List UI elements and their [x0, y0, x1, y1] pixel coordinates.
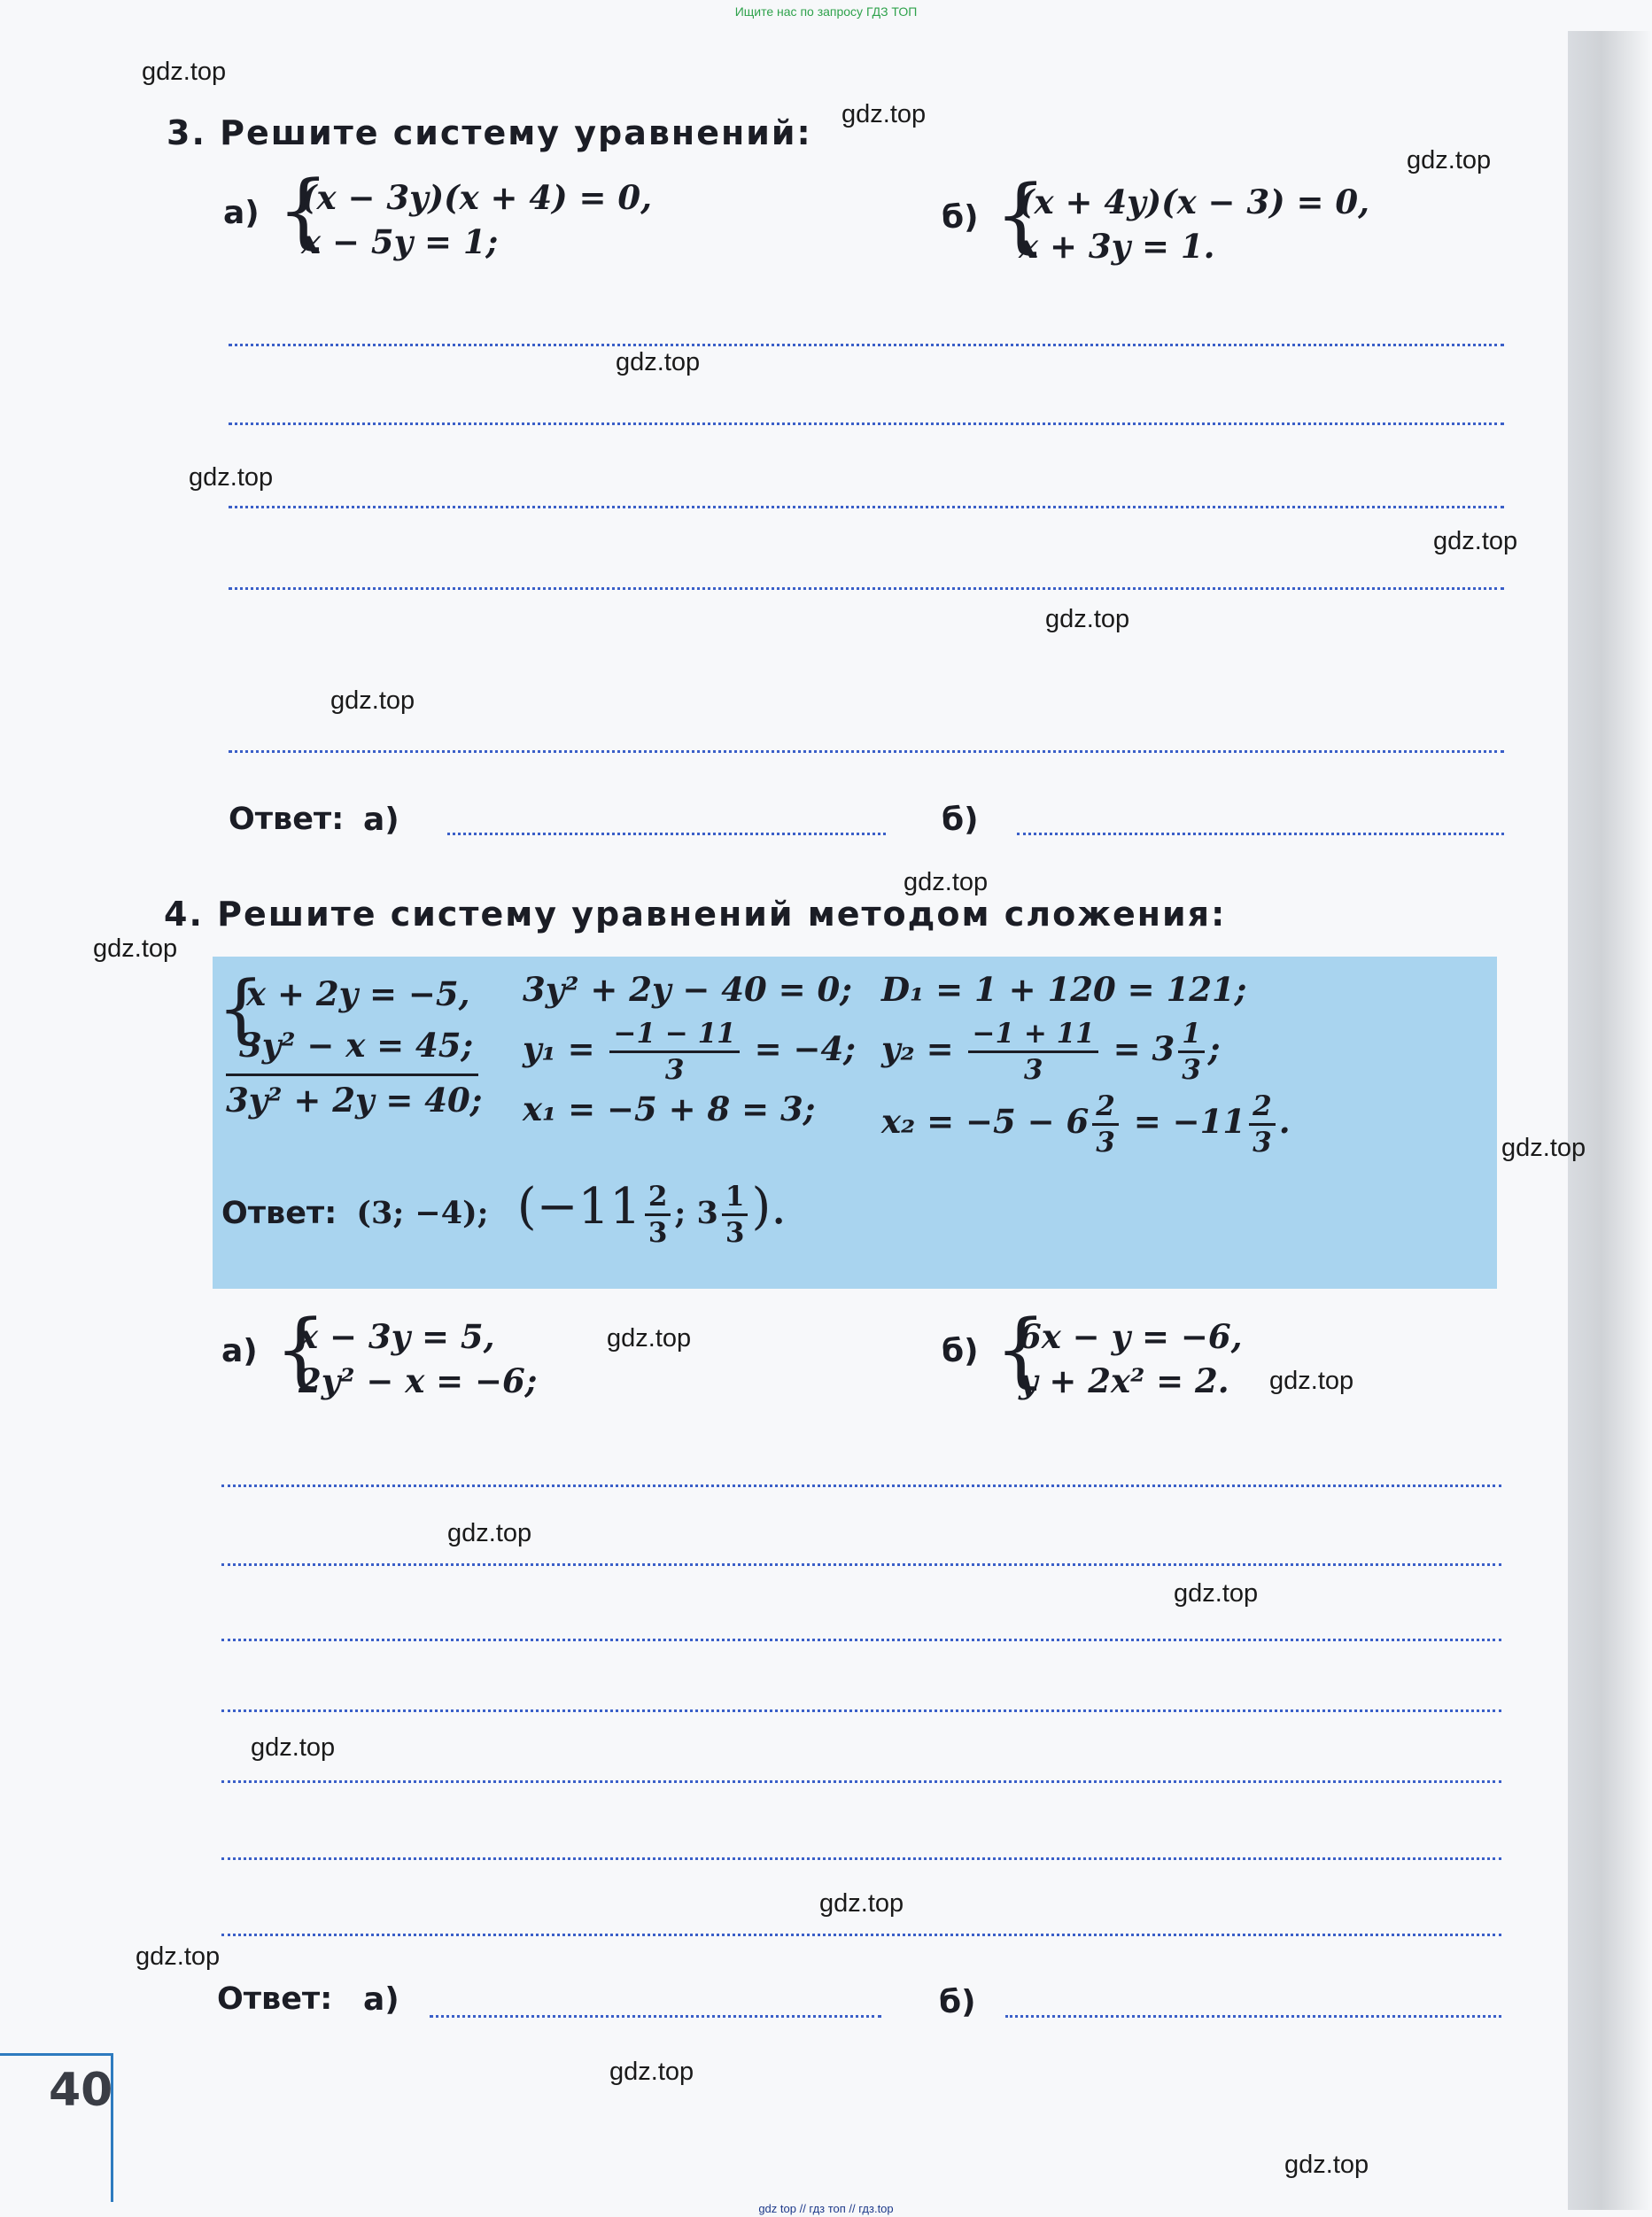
x2-d1: 3 [1096, 1127, 1115, 1159]
task3-line-2[interactable] [229, 422, 1504, 425]
x2-n1: 2 [1092, 1089, 1119, 1126]
y2-mixed-num: 1 [1178, 1017, 1205, 1053]
ans2-frac2 [722, 1180, 748, 1250]
task3-answer-a-label: а) [363, 802, 399, 838]
y1-den: 3 [664, 1054, 685, 1086]
example-discriminant: D₁ = 1 + 120 = 121; [881, 970, 1247, 1009]
x2-lhs: x₂ = −5 − 6 [881, 1102, 1090, 1141]
task4-answer-label: Ответ: [217, 1981, 333, 2017]
task4-a-label: а) [221, 1333, 258, 1369]
task3-a-eq1: (x − 3y)(x + 4) = 0, [301, 178, 653, 217]
task4-a-eq1: x − 3y = 5, [299, 1317, 495, 1356]
example-sys-eq1: x + 2y = −5, [246, 974, 470, 1013]
watermark: gdz.top [189, 463, 274, 492]
ans2-frac1 [645, 1180, 671, 1250]
task3-a-brace: { [277, 163, 330, 258]
task4-a-brace: { [275, 1302, 327, 1397]
task3-answer-label: Ответ: [229, 802, 345, 837]
example-brace: { [217, 965, 265, 1051]
ans2-n1: 2 [645, 1180, 671, 1216]
watermark: gdz.top [1433, 527, 1518, 555]
task4-b-label: б) [942, 1333, 979, 1369]
example-sum-rule [226, 1074, 478, 1076]
y2-mixed-fraction [1178, 1017, 1205, 1087]
watermark: gdz.top [142, 58, 227, 86]
ans2-open: (−11 [516, 1178, 641, 1236]
task4-b-system [1019, 1314, 1242, 1403]
y2-mixed-den: 3 [1182, 1054, 1201, 1086]
task4-b-eq1: 6x − y = −6, [1019, 1317, 1243, 1356]
x2-d2: 3 [1253, 1127, 1272, 1159]
watermark: gdz.top [616, 348, 701, 376]
y2-fraction [968, 1017, 1097, 1087]
task4-answer-a-field[interactable] [430, 2015, 881, 2018]
example-answer-label: Ответ: [221, 1196, 337, 1231]
task3-line-5[interactable] [229, 750, 1504, 753]
watermark: gdz.top [1501, 1134, 1586, 1162]
task4-b-brace: { [995, 1302, 1047, 1397]
task4-line-1[interactable] [221, 1484, 1501, 1487]
ans2-d1: 3 [648, 1217, 668, 1249]
example-answer-second [516, 1178, 787, 1249]
watermark: gdz.top [330, 686, 415, 715]
task3-answer-b-label: б) [942, 802, 979, 838]
task3-b-eq2: x + 3y = 1. [1019, 227, 1215, 266]
task4-line-3[interactable] [221, 1639, 1501, 1641]
task4-a-eq2: 2y² − x = −6; [299, 1361, 538, 1400]
x2-frac1 [1092, 1089, 1119, 1159]
page-number: 40 [49, 2064, 113, 2117]
task3-a-system [301, 175, 652, 264]
y1-fraction [609, 1017, 739, 1087]
task4-answer-b-field[interactable] [1005, 2015, 1501, 2018]
top-search-link[interactable]: Ищите нас по запросу ГДЗ ТОП [734, 4, 918, 19]
task3-line-4[interactable] [229, 587, 1504, 590]
y1-lhs: y₁ = [523, 1029, 595, 1068]
task4-b-eq2: y + 2x² = 2. [1019, 1361, 1229, 1400]
watermark: gdz.top [251, 1733, 336, 1762]
task4-line-7[interactable] [221, 1934, 1501, 1936]
example-answer [221, 1178, 787, 1250]
task4-answer-a-label: а) [363, 1981, 399, 2018]
y2-rhs: = 3 [1113, 1029, 1175, 1068]
task3-b-system [1019, 180, 1369, 268]
example-quadratic: 3y² + 2y − 40 = 0; [523, 970, 852, 1009]
bottom-links[interactable]: gdz top // гдз топ // гдз.top [758, 2202, 894, 2215]
x2-frac2 [1249, 1089, 1276, 1159]
watermark: gdz.top [1045, 605, 1130, 633]
task4-line-6[interactable] [221, 1857, 1501, 1860]
task3-a-label: а) [223, 195, 260, 231]
watermark: gdz.top [136, 1942, 221, 1971]
task3-a-eq2: x − 5y = 1; [301, 222, 499, 261]
watermark: gdz.top [1407, 146, 1492, 174]
x2-n2: 2 [1249, 1089, 1276, 1126]
task4-a-system [299, 1314, 537, 1403]
task3-answer-b-field[interactable] [1017, 833, 1504, 835]
x2-end: . [1278, 1102, 1291, 1141]
watermark: gdz.top [819, 1889, 904, 1918]
watermark: gdz.top [609, 2058, 694, 2086]
task3-b-label: б) [942, 199, 979, 236]
watermark: gdz.top [1174, 1579, 1259, 1608]
task3-answer-a-field[interactable] [447, 833, 886, 835]
y2-den: 3 [1023, 1054, 1043, 1086]
example-answer-first: (3; −4); [356, 1195, 489, 1231]
page-gutter-shadow [1568, 31, 1652, 2210]
task4-line-2[interactable] [221, 1563, 1501, 1566]
example-y2 [881, 1017, 1221, 1087]
watermark: gdz.top [447, 1519, 532, 1547]
task3-b-eq1: (x + 4y)(x − 3) = 0, [1019, 182, 1370, 221]
task3-line-1[interactable] [229, 344, 1504, 346]
x2-mid: = −11 [1133, 1102, 1246, 1141]
watermark: gdz.top [93, 934, 178, 963]
example-x1: x₁ = −5 + 8 = 3; [523, 1089, 816, 1128]
watermark: gdz.top [904, 868, 989, 896]
example-sum: 3y² + 2y = 40; [226, 1081, 483, 1120]
task3-title: 3. Решите систему уравнений: [167, 113, 812, 152]
task3-line-3[interactable] [229, 506, 1504, 508]
y2-num: −1 + 11 [968, 1017, 1097, 1053]
ans2-close: ). [751, 1178, 787, 1236]
watermark: gdz.top [842, 100, 927, 128]
ans2-d2: 3 [725, 1217, 745, 1249]
ans2-mid: ; 3 [674, 1195, 718, 1231]
y2-end: ; [1207, 1029, 1221, 1068]
y2-lhs: y₂ = [881, 1029, 954, 1068]
task4-title: 4. Решите систему уравнений методом сложения: [164, 895, 1227, 934]
task3-b-brace: { [995, 167, 1047, 262]
ans2-n2: 1 [722, 1180, 748, 1216]
watermark: gdz.top [1269, 1367, 1354, 1395]
example-y1 [523, 1017, 856, 1087]
y1-num: −1 − 11 [609, 1017, 739, 1053]
y1-rhs: = −4; [754, 1029, 856, 1068]
task4-line-5[interactable] [221, 1780, 1501, 1783]
task4-line-4[interactable] [221, 1709, 1501, 1712]
worked-example-box [213, 957, 1497, 1289]
watermark: gdz.top [607, 1324, 692, 1353]
example-x2 [881, 1089, 1291, 1159]
watermark: gdz.top [1284, 2151, 1369, 2179]
example-sys-eq2: 3y² − x = 45; [239, 1026, 474, 1065]
task4-answer-b-label: б) [939, 1984, 976, 2020]
